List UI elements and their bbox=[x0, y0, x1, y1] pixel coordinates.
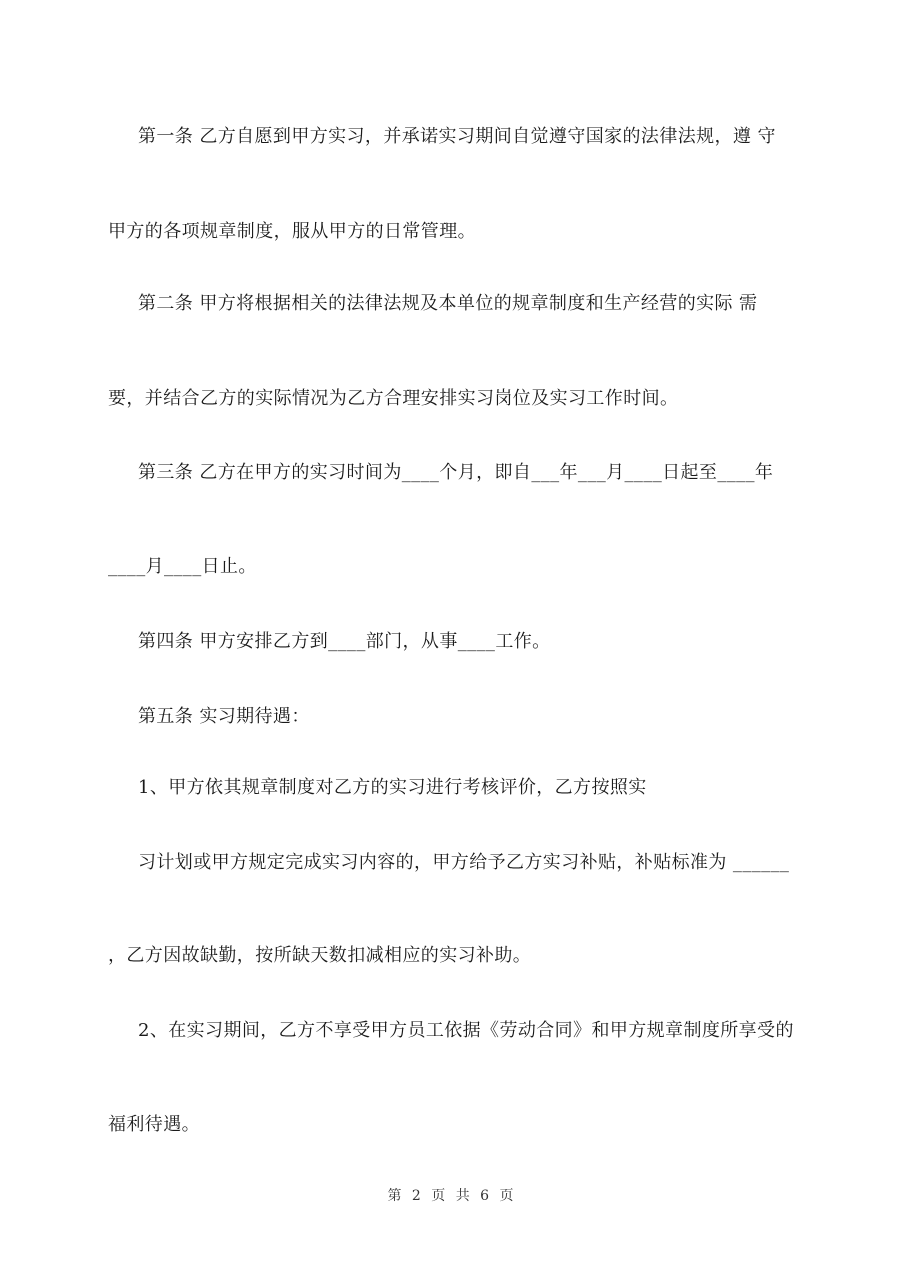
article-2-line-1: 第二条 甲方将根据相关的法律法规及本单位的规章制度和生产经营的实际 需 bbox=[138, 293, 758, 314]
article-1-line-2: 甲方的各项规章制度，服从甲方的日常管理。 bbox=[108, 221, 476, 242]
article-5-heading: 第五条 实习期待遇： bbox=[138, 706, 310, 727]
article-1-line-1: 第一条 乙方自愿到甲方实习，并承诺实习期间自觉遵守国家的法律法规，遵 守 bbox=[138, 126, 776, 147]
article-4: 第四条 甲方安排乙方到____部门，从事____工作。 bbox=[138, 631, 551, 652]
article-3-line-1: 第三条 乙方在甲方的实习时间为____个月，即自___年___月____日起至____年 bbox=[138, 462, 774, 483]
article-3-line-2: ____月____日止。 bbox=[108, 556, 257, 577]
article-5-item-1-line-2: 习计划或甲方规定完成实习内容的，甲方给予乙方实习补贴，补贴标准为 ______ bbox=[138, 852, 790, 873]
article-5-item-2-line-2: 福利待遇。 bbox=[108, 1114, 200, 1135]
article-5-item-2-line-1: 2、在实习期间，乙方不享受甲方员工依据《劳动合同》和甲方规章制度所享受的 bbox=[138, 1020, 794, 1041]
article-5-item-1-line-1: 1、甲方依其规章制度对乙方的实习进行考核评价，乙方按照实 bbox=[138, 777, 647, 798]
article-2-line-2: 要，并结合乙方的实际情况为乙方合理安排实习岗位及实习工作时间。 bbox=[108, 388, 679, 409]
page-number-footer: 第 2 页 共 6 页 bbox=[387, 1188, 517, 1204]
article-5-item-1-line-3: ，乙方因故缺勤，按所缺天数扣减相应的实习补助。 bbox=[108, 945, 532, 966]
